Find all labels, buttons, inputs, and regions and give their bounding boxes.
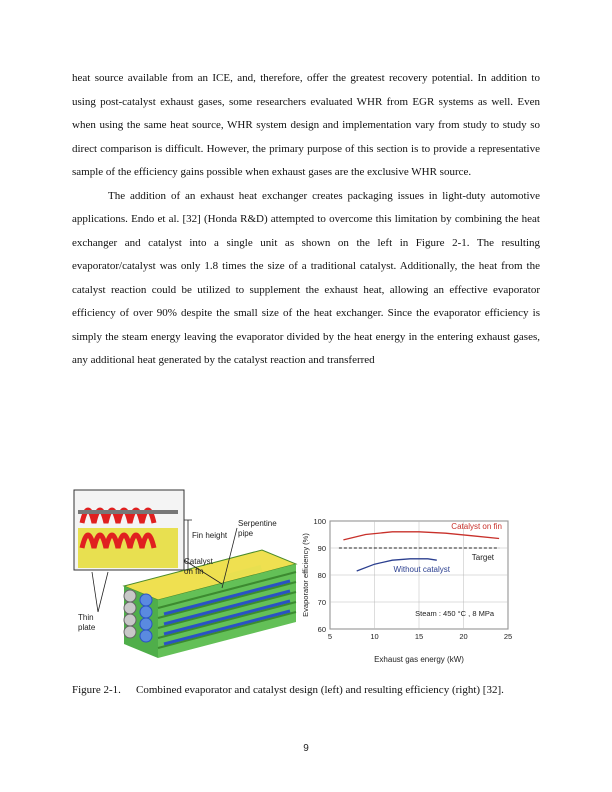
body-text (72, 67, 540, 373)
evaporator-illustration (74, 490, 296, 658)
label-plate: plate (78, 623, 96, 632)
label-serpentine: Serpentine (238, 519, 277, 528)
legend-without-catalyst: Without catalyst (393, 565, 450, 574)
x-tick-labels (328, 632, 512, 641)
x-tick-label: 15 (414, 632, 424, 641)
x-tick-label: 25 (503, 632, 513, 641)
y-tick-labels (313, 517, 326, 634)
x-tick-label: 10 (370, 632, 379, 641)
x-tick-label: 20 (459, 632, 468, 641)
page-number: 9 (303, 743, 309, 754)
label-on-fin: on fin (184, 567, 204, 576)
legend-target: Target (471, 553, 494, 562)
label-thin: Thin (78, 613, 94, 622)
steam-annotation: Steam : 450 °C , 8 MPa (415, 609, 494, 618)
y-tick-label: 60 (317, 625, 326, 634)
caption-text: Combined evaporator and catalyst design (left) and resulting efficiency (right) [32]. (136, 684, 504, 696)
x-tick-label: 5 (327, 632, 333, 641)
paragraph-1: heat source available from an ICE, and, therefore, offer the greatest recovery potential. In addition to using post-catalyst exhaust gases, some researchers evaluated WHR from EGR systems as well. Even when using the same heat source, WHR system design and implementation vary from study to study so direct comparison is difficult. However, the primary purpose of this section is to provide a representative sample of the efficiency gains possible when exhaust gases are the exclusive WHR source. (72, 72, 540, 178)
y-tick-label: 90 (317, 544, 326, 553)
label-fin-height: Fin height (192, 531, 228, 540)
figure-svg (72, 488, 540, 668)
label-pipe: pipe (238, 529, 254, 538)
y-tick-label: 80 (317, 571, 326, 580)
label-catalyst: Catalyst (184, 557, 213, 566)
y-axis-label: Evaporator efficiency (%) (301, 533, 310, 617)
efficiency-chart (301, 517, 512, 664)
x-axis-label: Exhaust gas energy (kW) (374, 655, 464, 664)
caption-label: Figure 2-1. (72, 684, 121, 696)
figure-2-1 (72, 488, 540, 668)
legend-catalyst-on-fin: Catalyst on fin (451, 522, 502, 531)
paragraph-2: The addition of an exhaust heat exchanger creates packaging issues in light-duty automotive applications. Endo et al. [32] (Honda R&D) attempted to overcome this limitation by combining the heat exchanger and catalyst into a single unit as shown on the left in Figure 2-1. The resulting evaporator/catalyst was only 1.8 times the size of a traditional catalyst. Additionally, the heat from the catalyst reaction could be utilized to supplement the exhaust heat, allowing an effective evaporator efficiency of over 90% despite the small size of the heat exchanger. Since the evaporator efficiency is simply the steam energy leaving the evaporator divided by the heat energy in the entering exhaust gases, any additional heat generated by the catalyst reaction and transferred (72, 189, 540, 366)
y-tick-label: 70 (317, 598, 326, 607)
y-tick-label: 100 (313, 517, 326, 526)
